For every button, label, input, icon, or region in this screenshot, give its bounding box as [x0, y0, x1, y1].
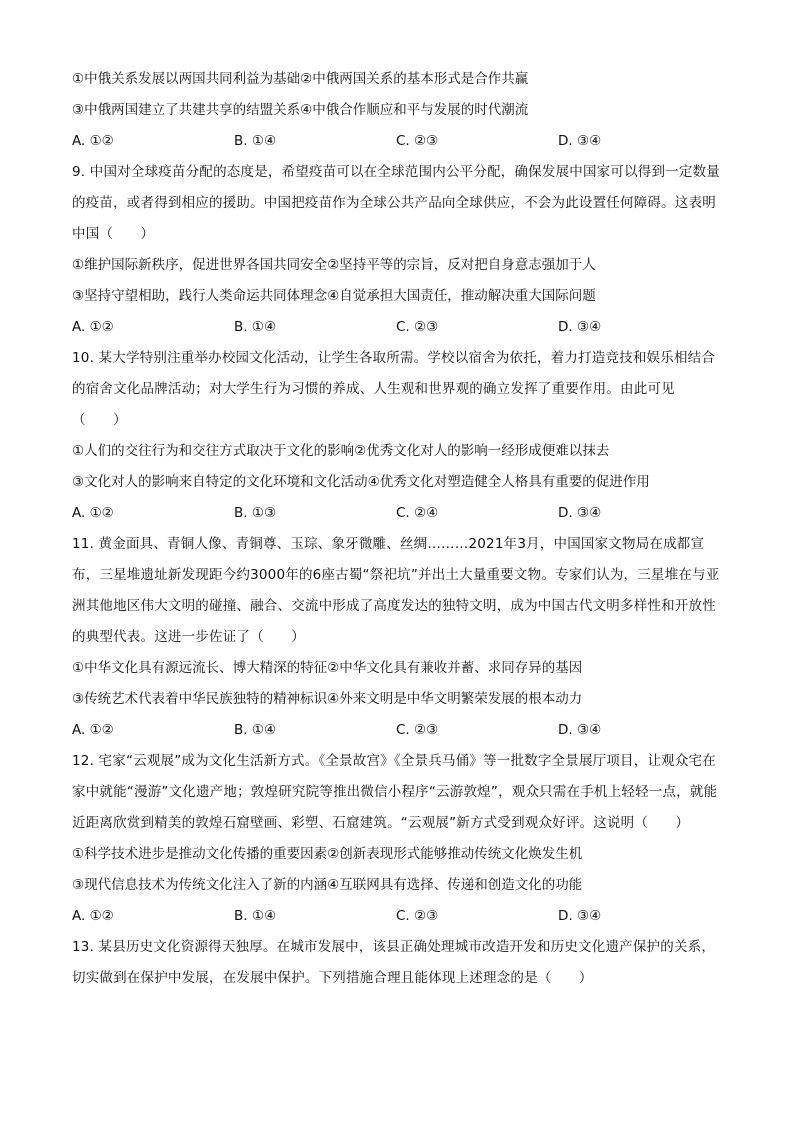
- question-10: [72, 343, 722, 529]
- option-c: C. ②③: [396, 722, 439, 738]
- question-12: [72, 746, 722, 932]
- answer-options: [72, 498, 722, 529]
- option-c: C. ②③: [396, 319, 439, 335]
- option-c: C. ②③: [396, 133, 439, 149]
- statement: ③传统艺术代表着中华民族独特的精神标识④外来文明是中华文明繁荣发展的根本动力: [72, 691, 583, 707]
- option-d: D. ③④: [558, 319, 602, 335]
- answer-options: [72, 715, 722, 746]
- question-stem: 9. 中国对全球疫苗分配的态度是，希望疫苗可以在全球范围内公平分配，确保发展中国家可以得到一定数量的疫苗，或者得到相应的援助。中国把疫苗作为全球公共产品向全球供应，不会为此设置任何障碍。这表明中国（ ）: [72, 164, 720, 242]
- option-d: D. ③④: [558, 133, 602, 149]
- question-stem: 11. 黄金面具、青铜人像、青铜尊、玉琮、象牙微雕、丝绸………2021年3月，中国国家文物局在成都宣布，三星堆遗址新发现距今约3000年的6座古蜀“祭祀坑”并出土大量重要文物。专家们认为，三星堆在与亚洲其他地区伟大文明的碰撞、融合、交流中形成了高度发达的独特文明，成为中国古代文明多样性和开放性的典型代表。这进一步佐证了（ ）: [72, 536, 720, 645]
- question-13: [72, 932, 722, 994]
- question-stem: 12. 宅家“云观展”成为文化生活新方式。《全景故宫》《全景兵马俑》等一批数字全景展厅项目，让观众宅在家中就能“漫游”文化遗产地；敦煌研究院等推出微信小程序“云游敦煌”，观众只需在手机上轻轻一点，就能近距离欣赏到精美的敦煌石窟壁画、彩塑、石窟建筑。“云观展”新方式受到观众好评。这说明（ ）: [72, 753, 718, 831]
- option-b: B. ①④: [234, 908, 277, 924]
- statement: ③中俄两国建立了共建共享的结盟关系④中俄合作顺应和平与发展的时代潮流: [72, 102, 529, 118]
- question-stem: 13. 某县历史文化资源得天独厚。在城市发展中，该县正确处理城市改造开发和历史文化遗产保护的关系，切实做到在保护中发展，在发展中保护。下列措施合理且能体现上述理念的是（ ）: [72, 939, 716, 986]
- option-b: B. ①③: [234, 505, 277, 521]
- option-c: C. ②④: [396, 505, 439, 521]
- option-a: A. ①②: [72, 505, 114, 521]
- question-stem: 10. 某大学特别注重举办校园文化活动，让学生各取所需。学校以宿舍为依托，着力打造竞技和娱乐相结合的宿舍文化品牌活动；对大学生行为习惯的养成、人生观和世界观的确立发挥了重要作用。由此可见（ ）: [72, 350, 716, 428]
- statement: ①人们的交往行为和交往方式取决于文化的影响②优秀文化对人的影响一经形成便难以抹去: [72, 443, 610, 459]
- statement: ①中俄关系发展以两国共同利益为基础②中俄两国关系的基本形式是合作共赢: [72, 71, 529, 87]
- question-8: [72, 64, 722, 157]
- option-d: D. ③④: [558, 505, 602, 521]
- option-b: B. ①④: [234, 319, 277, 335]
- option-b: B. ①④: [234, 133, 277, 149]
- option-b: B. ①④: [234, 722, 277, 738]
- option-d: D. ③④: [558, 722, 602, 738]
- option-a: A. ①②: [72, 908, 114, 924]
- option-d: D. ③④: [558, 908, 602, 924]
- statement: ①科学技术进步是推动文化传播的重要因素②创新表现形式能够推动传统文化焕发生机: [72, 846, 583, 862]
- answer-options: [72, 126, 722, 157]
- statement: ③文化对人的影响来自特定的文化环境和文化活动④优秀文化对塑造健全人格具有重要的促进作用: [72, 474, 650, 490]
- option-a: A. ①②: [72, 722, 114, 738]
- statement: ③现代信息技术为传统文化注入了新的内涵④互联网具有选择、传递和创造文化的功能: [72, 877, 583, 893]
- option-c: C. ②③: [396, 908, 439, 924]
- question-11: [72, 529, 722, 746]
- exam-page: [72, 64, 722, 994]
- answer-options: [72, 901, 722, 932]
- option-a: A. ①②: [72, 133, 114, 149]
- answer-options: [72, 312, 722, 343]
- statement: ③坚持守望相助，践行人类命运共同体理念④自觉承担大国责任，推动解决重大国际问题: [72, 288, 596, 304]
- question-9: [72, 157, 722, 343]
- statement: ①维护国际新秩序，促进世界各国共同安全②坚持平等的宗旨，反对把自身意志强加于人: [72, 257, 596, 273]
- option-a: A. ①②: [72, 319, 114, 335]
- statement: ①中华文化具有源远流长、博大精深的特征②中华文化具有兼收并蓄、求同存异的基因: [72, 660, 583, 676]
